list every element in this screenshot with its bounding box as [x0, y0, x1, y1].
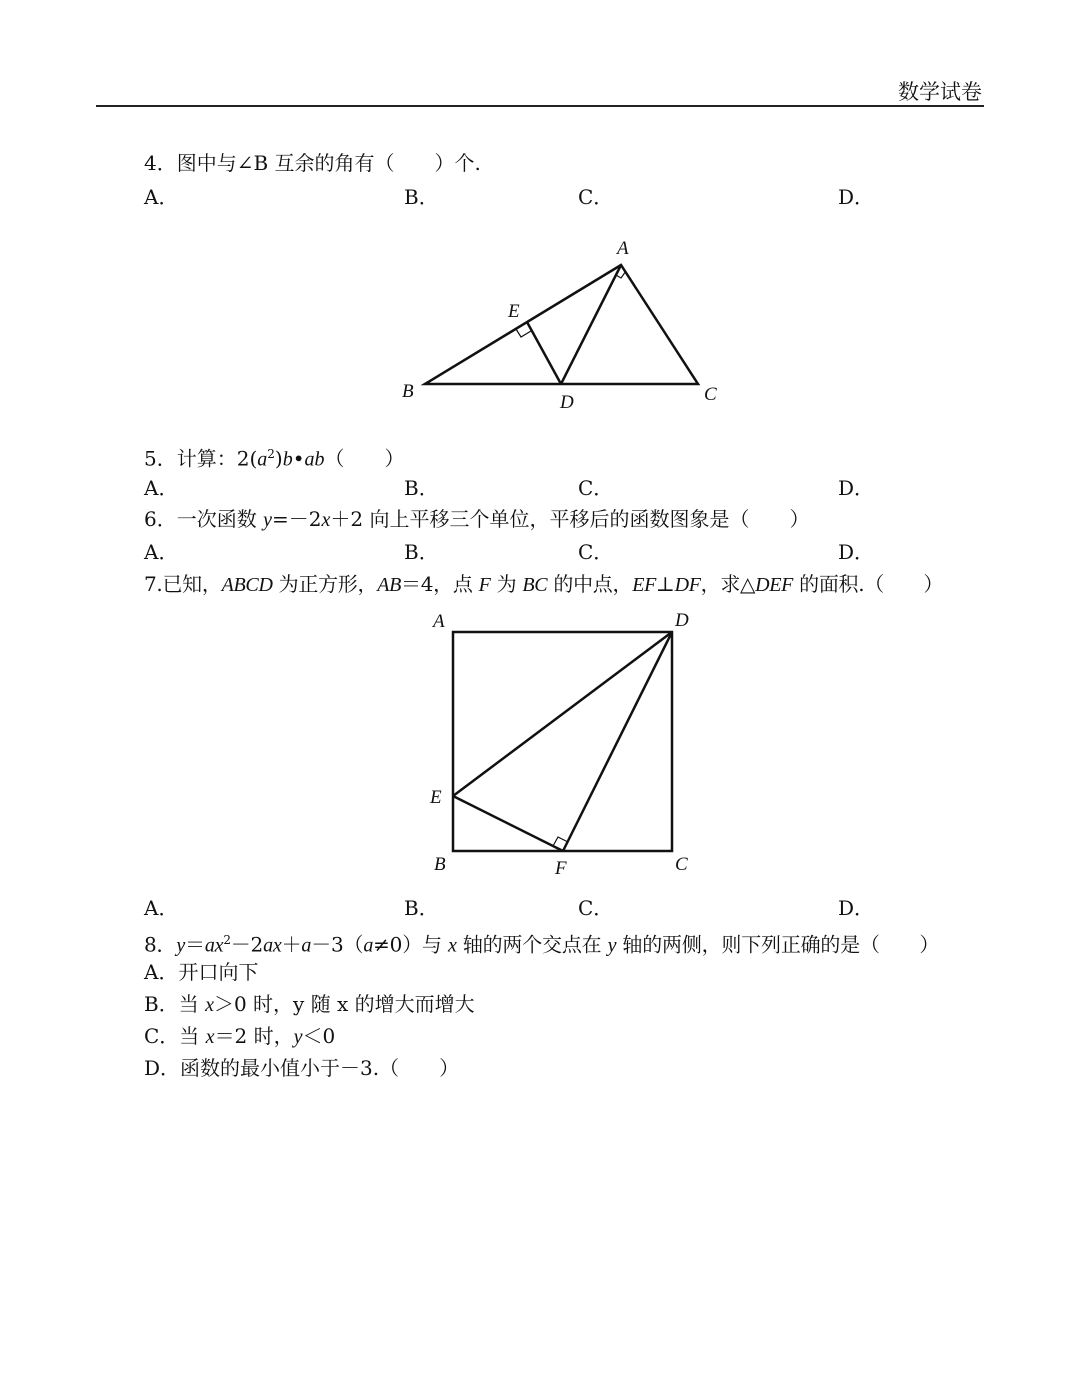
- q4-option-b[interactable]: B．: [404, 185, 439, 209]
- q5-dot: •: [292, 446, 305, 471]
- q8-text-4: －3（: [311, 932, 364, 957]
- q5-option-d[interactable]: D．: [838, 476, 875, 500]
- q4-option-d[interactable]: D．: [838, 185, 875, 209]
- option-text: D．函数的最小值小于－3.（ ）: [144, 1056, 460, 1080]
- question-number: 5．: [144, 446, 177, 471]
- question-number: 8．: [144, 932, 177, 957]
- q8-text-7: 轴的两侧，则下列正确的是（ ）: [616, 932, 940, 957]
- q8-var-a-2: a: [363, 934, 374, 957]
- vertex-label-c: C: [675, 854, 688, 875]
- q8-var-a: a: [301, 934, 312, 957]
- q6-var-x: x: [321, 509, 331, 531]
- q8-var-ax: ax: [204, 934, 224, 957]
- vertex-label-c: C: [704, 384, 717, 405]
- question-8: [144, 928, 939, 958]
- option-text: A．开口向下: [144, 960, 259, 984]
- q8-var-ax-2: ax: [263, 934, 282, 957]
- vertex-label-b: B: [402, 381, 414, 402]
- option-lead: B．当: [144, 992, 206, 1016]
- q7-option-c[interactable]: C．: [578, 896, 614, 920]
- segment-de: [453, 632, 672, 796]
- q7-var-df: DF: [674, 574, 701, 596]
- q6-text-2: =－2: [271, 507, 322, 531]
- q7-text-4: 为: [490, 572, 523, 596]
- q8-option-d[interactable]: [144, 1056, 459, 1080]
- q5-var-b: b: [282, 448, 293, 471]
- q8-option-c[interactable]: [144, 1024, 335, 1049]
- q4-option-a[interactable]: A．: [144, 185, 179, 209]
- option-var-x: x: [205, 994, 214, 1016]
- q7-text-2: 为正方形，: [272, 572, 378, 596]
- q5-var-a: a: [257, 448, 268, 471]
- page-header-title: 数学试卷: [898, 80, 982, 104]
- option-var-y: y: [293, 1026, 303, 1048]
- option-rest: ＜0: [302, 1024, 336, 1048]
- q8-exponent: 2: [223, 933, 231, 947]
- option-mid: ＝2 时，: [214, 1024, 294, 1048]
- q8-text-6: 轴的两个交点在: [456, 932, 608, 957]
- q5-var-ab: ab: [304, 448, 325, 471]
- q8-text-3: ＋: [281, 932, 302, 957]
- q6-option-b[interactable]: B．: [404, 540, 439, 564]
- q8-option-b[interactable]: [144, 992, 475, 1017]
- q7-var-ef: EF: [632, 574, 657, 596]
- q7-text-7: ，求△: [700, 572, 756, 596]
- q7-var-abcd: ABCD: [221, 574, 273, 596]
- q7-var-def: DEF: [755, 574, 794, 596]
- option-var-x: x: [205, 1026, 215, 1048]
- q6-option-d[interactable]: D．: [838, 540, 875, 564]
- q7-text-8: 的面积.（ ）: [793, 572, 944, 596]
- vertex-label-e: E: [430, 787, 442, 808]
- q7-option-a[interactable]: A．: [144, 896, 179, 920]
- q7-text-6: ⊥: [656, 572, 675, 596]
- q6-text-1: 一次函数: [176, 507, 264, 531]
- q8-option-a[interactable]: [144, 960, 258, 984]
- q5-exponent: 2: [267, 447, 275, 461]
- q6-var-y: y: [263, 509, 272, 531]
- vertex-label-b: B: [434, 854, 446, 875]
- q8-text-2: －2: [230, 932, 264, 957]
- q7-var-bc: BC: [522, 574, 548, 596]
- q7-text-3: ＝4，点: [401, 572, 479, 596]
- question-number: 4．: [144, 151, 177, 175]
- vertex-label-d: D: [560, 392, 574, 413]
- question-number: 7.: [144, 572, 163, 596]
- q5-text-suffix: （ ）: [324, 446, 405, 471]
- q5-text-prefix: 计算：2(: [176, 446, 258, 471]
- q5-option-a[interactable]: A．: [144, 476, 179, 500]
- q6-text-3: ＋2 向上平移三个单位，平移后的函数图象是（ ）: [330, 507, 810, 531]
- q7-var-f: F: [478, 574, 491, 596]
- question-number: 6．: [144, 507, 177, 531]
- q4-option-c[interactable]: C．: [578, 185, 614, 209]
- vertex-label-d: D: [675, 610, 689, 631]
- q5-option-c[interactable]: C．: [578, 476, 614, 500]
- q7-var-ab: AB: [377, 574, 402, 596]
- vertex-label-a: A: [617, 238, 629, 259]
- q7-option-d[interactable]: D．: [838, 896, 875, 920]
- q7-option-b[interactable]: B．: [404, 896, 439, 920]
- q8-var-x: x: [447, 934, 457, 957]
- q7-text-1: 已知，: [162, 572, 222, 596]
- q6-option-a[interactable]: A．: [144, 540, 179, 564]
- q8-text-1: ＝: [185, 932, 205, 957]
- q8-text-5: ≠0）与: [373, 932, 448, 957]
- vertex-label-e: E: [508, 301, 520, 322]
- vertex-label-a: A: [433, 611, 445, 632]
- q5-text-mid: ): [274, 446, 283, 471]
- square-abcd: [453, 632, 672, 851]
- q5-option-b[interactable]: B．: [404, 476, 439, 500]
- q6-option-c[interactable]: C．: [578, 540, 614, 564]
- q7-text-5: 的中点，: [547, 572, 633, 596]
- option-rest: ＞0 时，y 随 x 的增大而增大: [213, 992, 475, 1016]
- segment-ef: [453, 796, 563, 851]
- option-lead: C．当: [144, 1024, 206, 1048]
- segment-df: [563, 632, 672, 851]
- q8-var-y: y: [176, 934, 186, 957]
- question-text: 图中与∠B 互余的角有（ ）个.: [176, 151, 481, 175]
- q8-var-y-2: y: [607, 934, 617, 957]
- vertex-label-f: F: [555, 858, 567, 879]
